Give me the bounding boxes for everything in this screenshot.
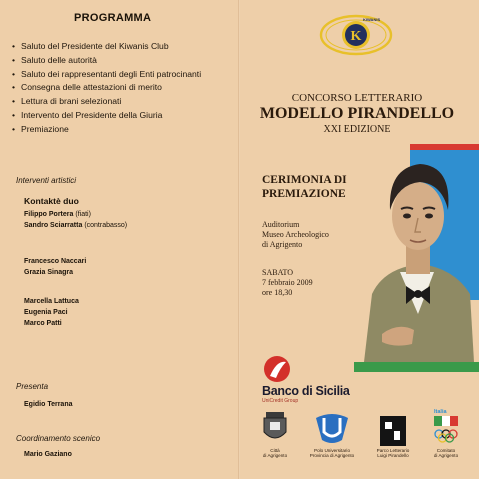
concorso-heading: CONCORSO LETTERARIO [291, 92, 423, 104]
list-item: • Saluto delle autorità [12, 54, 201, 68]
reader-name: Marcella Lattuca [24, 298, 79, 305]
pirandello-portrait [354, 144, 479, 372]
list-item: • Lettura di brani selezionati [12, 95, 201, 109]
coni-logo-icon [432, 416, 460, 446]
program-panel [0, 0, 238, 479]
readers-block-1 [24, 256, 86, 278]
reader-name: Eugenia Paci [24, 309, 68, 316]
interventi-label: Interventi artistici [16, 176, 77, 185]
unicredit-logo-icon [262, 354, 292, 384]
city-crest-icon [260, 410, 290, 444]
bullet-icon: • [12, 68, 16, 79]
event-date: SABATO 7 febbraio 2009 ore 18,30 [262, 268, 313, 297]
list-item: • Consegna delle attestazioni di merito [12, 81, 201, 95]
sponsor-caption: Città di Agrigento [262, 448, 288, 459]
bullet-icon: • [12, 82, 16, 93]
bank-name: Banco di Sicilia [262, 384, 350, 398]
sponsor-caption: Polo Universitario Provincia di Agrigento [309, 448, 355, 459]
ceremony-title: CERIMONIA DI PREMIAZIONE [262, 174, 347, 200]
kiwanis-logo-icon [319, 14, 393, 56]
reader-name: Francesco Naccari [24, 258, 87, 265]
performers-block [24, 209, 127, 231]
bank-subtitle: UniCredit Group [262, 398, 299, 404]
list-item: • Saluto del Presidente del Kiwanis Club [12, 40, 201, 54]
bullet-icon: • [12, 123, 16, 134]
program-title: PROGRAMMA [74, 12, 152, 24]
presenta-name: Egidio Terrana [24, 401, 73, 408]
list-item: • Intervento del Presidente della Giuria [12, 109, 201, 123]
bullet-icon: • [12, 54, 16, 65]
list-item: • Premiazione [12, 123, 201, 137]
coni-italia-text: Italia [434, 409, 447, 415]
logo-text: KIWANIS [363, 17, 381, 22]
svg-text:K: K [350, 29, 362, 44]
sponsor-caption: Comitato di Agrigento [433, 448, 459, 459]
list-item: • Saluto dei rappresentanti degli Enti patrocinanti [12, 68, 201, 82]
reader-name: Marco Patti [24, 320, 62, 327]
reader-name: Grazia Sinagra [24, 269, 74, 276]
main-title: MODELLO PIRANDELLO [259, 105, 455, 122]
parco-letterario-logo-icon [380, 416, 406, 446]
fold-line [238, 0, 240, 479]
coordinamento-name: Mario Gaziano [24, 451, 72, 458]
performer: Filippo Portera (fiati) [24, 211, 91, 218]
bullet-icon: • [12, 96, 16, 107]
program-list [12, 40, 201, 137]
coordinamento-label: Coordinamento scenico [16, 434, 101, 443]
sponsor-caption: Parco Letterario Luigi Pirandello [376, 448, 410, 459]
readers-block-2 [24, 296, 79, 329]
bullet-icon: • [12, 41, 16, 51]
venue: Auditorium Museo Archeologico di Agrigento [262, 220, 329, 249]
performer: Sandro Sciarratta (contrabasso) [24, 222, 128, 229]
university-logo-icon [312, 410, 352, 446]
presenta-label: Presenta [16, 382, 49, 391]
edition: XXI EDIZIONE [323, 124, 391, 135]
group-name: Kontaktè duo [24, 196, 79, 206]
bullet-icon: • [12, 109, 16, 120]
